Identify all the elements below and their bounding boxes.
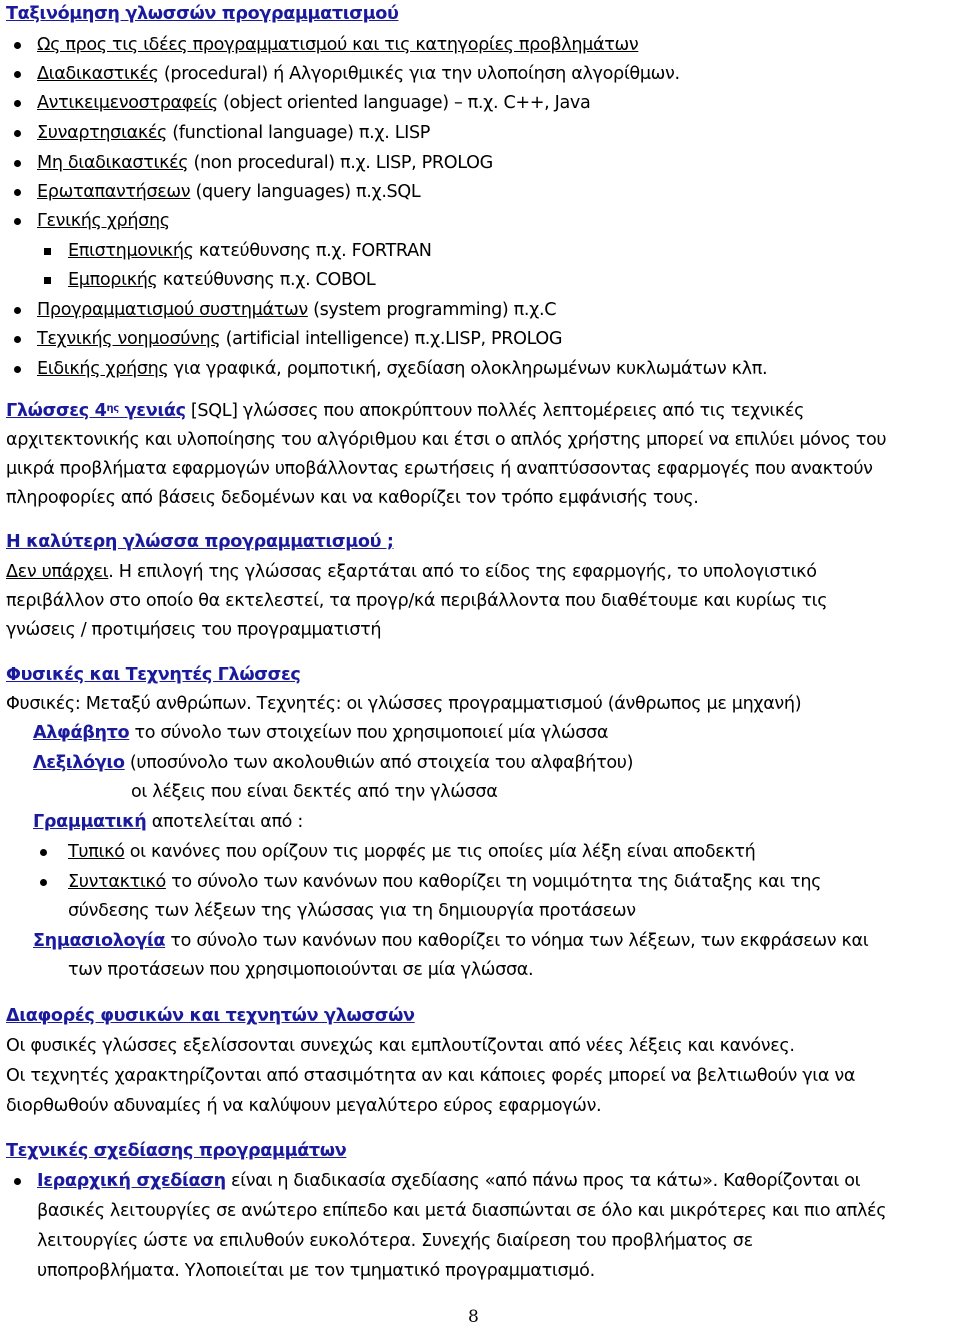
paragraph-line: αρχιτεκτονικής και υλοποίησης του αλγόριθμου και έτσι ο απλός χρήστης μπορεί να επιλύει μόνος του [6, 430, 887, 450]
bullet [14, 160, 21, 167]
paragraph-line: λειτουργίες ώστε να επιλυθούν ευκολότερα. Συνεχής διαίρεση του προβλήματος σε [37, 1231, 753, 1251]
paragraph-line: πληροφορίες από βάσεις δεδομένων και να καθορίζει τον τρόπο εμφάνισής τους. [6, 488, 699, 508]
paragraph-line: Οι τεχνητές χαρακτηρίζονται από στασιμότητα αν και κάποιες φορές μπορεί να βελτιωθούν για να [6, 1066, 856, 1086]
paragraph-line: μικρά προβλήματα εφαρμογών υποβάλλοντας ερωτήσεις ή αναπτύσσοντας εφαρμογές που ανακτούν [6, 459, 873, 479]
bullet [14, 218, 21, 225]
heading-differences: Διαφορές φυσικών και τεχνητών γλωσσών [6, 1006, 415, 1026]
paragraph-line: διορθωθούν αδυναμίες ή να καλύψουν μεγαλύτερο εύρος εφαρμογών. [6, 1096, 602, 1116]
list-subitem: Εμπορικής κατεύθυνσης π.χ. COBOL [68, 270, 376, 290]
term-hierarchical: Ιεραρχική σχεδίαση είναι η διαδικασία σχεδίασης «από πάνω προς τα κάτω». Καθορίζονται οι [37, 1171, 861, 1191]
bullet [14, 100, 21, 107]
term-syntax: Συντακτικό το σύνολο των κανόνων που καθορίζει τη νομιμότητα της διάταξης και της [68, 872, 822, 892]
paragraph-best: Δεν υπάρχει. Η επιλογή της γλώσσας εξαρτάται από το είδος της εφαρμογής, το υπολογιστικό [6, 562, 817, 582]
square-bullet [44, 277, 51, 284]
heading-design-techniques: Τεχνικές σχεδίασης προγραμμάτων [6, 1141, 347, 1161]
heading-4th-gen: Γλώσσες $4^{\eta\varsigma}$ γενιάς [6, 401, 186, 421]
paragraph-line: σύνδεσης των λέξεων της γλώσσας για τη δημιουργία προτάσεων [68, 901, 636, 921]
bullet [14, 189, 21, 196]
list-item: Ερωταπαντήσεων (query languages) π.χ.SQL [37, 182, 421, 202]
term-lexicon: Λεξιλόγιο (υποσύνολο των ακολουθιών από στοιχεία του αλφαβήτου) [33, 753, 634, 773]
bullet [14, 1178, 21, 1185]
bullet [14, 42, 21, 49]
list-item: Ειδικής χρήσης για γραφικά, ρομποτική, σχεδίαση ολοκληρωμένων κυκλωμάτων κλπ. [37, 359, 768, 379]
bullet [14, 307, 21, 314]
list-item: Γενικής χρήσης [37, 211, 170, 231]
list-item: Προγραμματισμού συστημάτων (system programming) π.χ.C [37, 300, 557, 320]
list-item: Αντικειμενοστραφείς (object oriented language) – π.χ. C++, Java [37, 93, 591, 113]
list-item: Διαδικαστικές (procedural) ή Αλγοριθμικές για την υλοποίηση αλγορίθμων. [37, 64, 680, 84]
paragraph-line: των προτάσεων που χρησιμοποιούνται σε μία γλώσσα. [68, 960, 534, 980]
bullet [14, 71, 21, 78]
paragraph-line: υποπροβλήματα. Υλοποιείται με τον τμηματικό προγραμματισμό. [37, 1261, 595, 1281]
heading-natural-artificial: Φυσικές και Τεχνητές Γλώσσες [6, 665, 301, 685]
paragraph-line: βασικές λειτουργίες σε ανώτερο επίπεδο και μετά διασπώνται σε όλο και μικρότερες και πιο απλές [37, 1201, 887, 1221]
list-subitem: Επιστημονικής κατεύθυνσης π.χ. FORTRAN [68, 241, 432, 261]
paragraph-line: οι λέξεις που είναι δεκτές από την γλώσσα [131, 782, 498, 802]
paragraph-line: περιβάλλον στο οποίο θα εκτελεστεί, τα προγρ/κά περιβάλλοντα που διαθέτουμε και κυρίως τις [6, 591, 828, 611]
bullet [40, 849, 47, 856]
heading-classification: Ταξινόμηση γλωσσών προγραμματισμού [6, 4, 399, 24]
bullet [14, 366, 21, 373]
bullet [40, 879, 47, 886]
term-grammar: Γραμματική αποτελείται από : [33, 812, 303, 832]
heading-best-language: Η καλύτερη γλώσσα προγραμματισμού ; [6, 532, 394, 552]
bullet [14, 130, 21, 137]
list-item: Συναρτησιακές (functional language) π.χ. LISP [37, 123, 431, 143]
term-alphabet: Αλφάβητο το σύνολο των στοιχείων που χρησιμοποιεί μία γλώσσα [33, 723, 609, 743]
list-item: Τεχνικής νοημοσύνης (artificial intelligence) π.χ.LISP, PROLOG [37, 329, 563, 349]
term-typical: Τυπικό οι κανόνες που ορίζουν τις μορφές με τις οποίες μία λέξη είναι αποδεκτή [68, 842, 756, 862]
page-number: 8 [468, 1307, 479, 1327]
list-item: Ως προς τις ιδέες προγραμματισμού και τις κατηγορίες προβλημάτων [37, 35, 639, 55]
paragraph-line: Οι φυσικές γλώσσες εξελίσσονται συνεχώς και εμπλουτίζονται από νέες λέξεις και κανόνες. [6, 1036, 795, 1056]
list-item: Μη διαδικαστικές (non procedural) π.χ. LISP, PROLOG [37, 153, 493, 173]
square-bullet [44, 248, 51, 255]
paragraph-intro: Φυσικές: Μεταξύ ανθρώπων. Τεχνητές: οι γλώσσες προγραμματισμού (άνθρωπος με μηχανή) [6, 694, 802, 714]
paragraph-4th-gen: Γλώσσες $4^{\eta\varsigma}$ γενιάς [SQL] γλώσσες που αποκρύπτουν πολλές λεπτομέρειες από τις τεχνικές [6, 401, 805, 421]
paragraph-line: γνώσεις / προτιμήσεις του προγραμματιστή [6, 620, 382, 640]
bullet [14, 336, 21, 343]
term-semantics: Σημασιολογία το σύνολο των κανόνων που καθορίζει το νόημα των λέξεων, των εκφράσεων και [33, 931, 869, 951]
